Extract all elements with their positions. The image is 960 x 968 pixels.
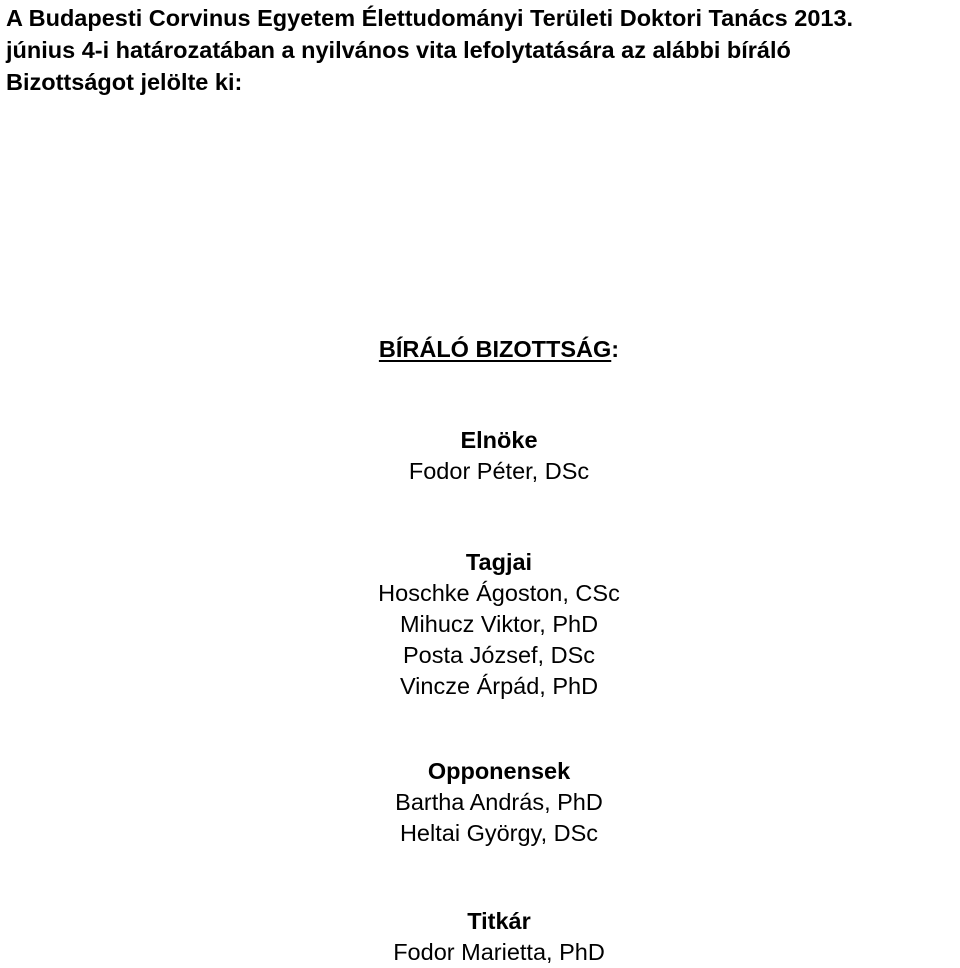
intro-paragraph [6,2,956,98]
secretary-heading: Titkár [467,908,531,934]
member-item: Posta József, DSc [403,642,595,668]
opponent-item: Bartha András, PhD [395,789,603,815]
member-item: Vincze Árpád, PhD [399,673,599,699]
committee-title-colon: : [611,336,620,362]
members-heading: Tagjai [465,549,533,575]
opponent-item: Heltai György, DSc [399,820,599,846]
opponents-section [0,756,960,849]
chair-heading: Elnöke [460,427,538,453]
secretary-section [0,906,960,968]
chair-member: Fodor Péter, DSc [408,458,590,484]
committee-title-text: BÍRÁLÓ BIZOTTSÁG [378,336,612,362]
secretary-member: Fodor Marietta, PhD [393,939,605,965]
member-item: Mihucz Viktor, PhD [399,611,599,637]
committee-title [0,334,960,365]
members-section [0,547,960,702]
chair-section [0,425,960,487]
member-item: Hoschke Ágoston, CSc [378,580,620,606]
intro-line: Bizottságot jelölte ki: [6,69,243,95]
intro-line: június 4-i határozatában a nyilvános vita lefolytatására az alábbi bíráló [6,37,791,63]
opponents-heading: Opponensek [427,758,571,784]
intro-line: A Budapesti Corvinus Egyetem Élettudományi Területi Doktori Tanács 2013. [6,5,854,31]
